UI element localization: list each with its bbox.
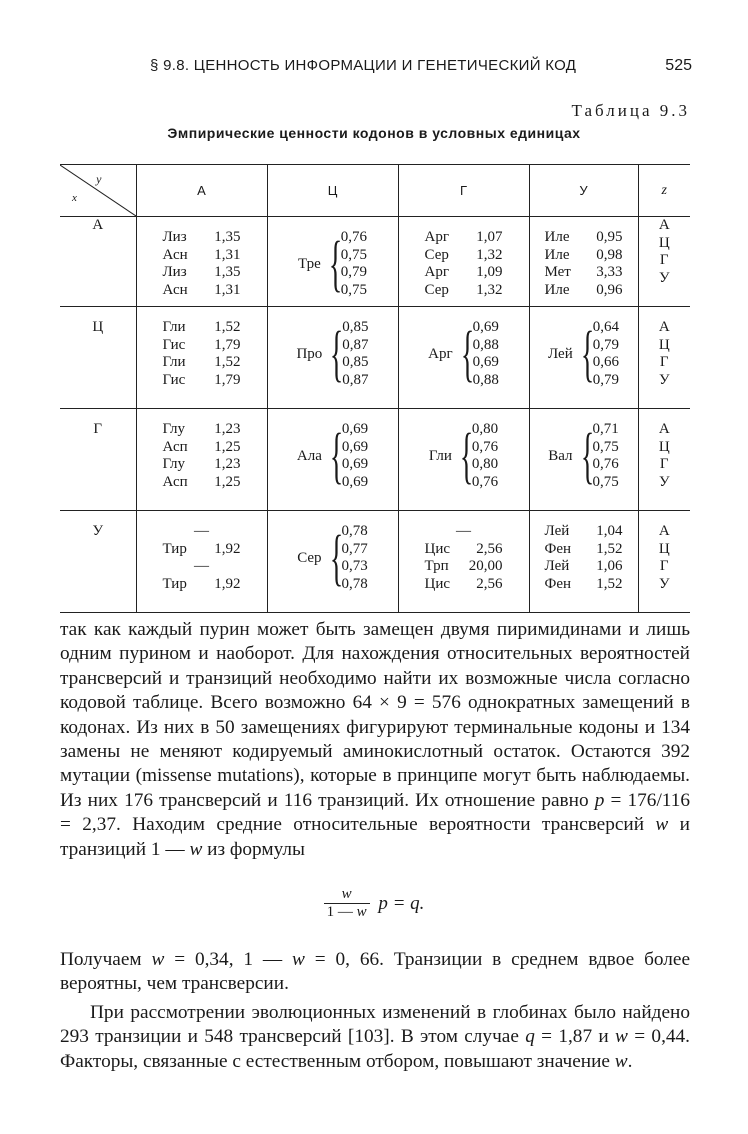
cell-line xyxy=(425,576,503,594)
codon-value: 0,69 xyxy=(341,438,369,455)
codon-value: 0,76 xyxy=(340,229,367,245)
amino-acid: Гис xyxy=(162,336,186,353)
z-value: А xyxy=(658,523,670,539)
brace-icon: { xyxy=(580,320,594,388)
z-column-cell xyxy=(638,307,690,409)
cell-line xyxy=(163,247,241,265)
amino-acid: Цис xyxy=(424,575,451,592)
codon-value: 1,79 xyxy=(214,336,241,353)
table-row xyxy=(60,307,690,409)
math-var: w xyxy=(655,814,669,836)
column-header: Г xyxy=(398,165,529,217)
column-header: А xyxy=(136,165,267,217)
codon-value: 0,80 xyxy=(471,421,499,437)
amino-acid: Гли xyxy=(428,447,452,464)
amino-acid: Тир xyxy=(162,575,187,592)
cell-line xyxy=(163,282,241,300)
codon-value: 1,06 xyxy=(596,558,623,574)
codon-value: 1,92 xyxy=(214,575,241,592)
codon-value: 0,66 xyxy=(592,354,619,370)
cell-line xyxy=(545,282,623,300)
codon-value: 0,88 xyxy=(472,336,499,353)
codon-value: 3,33 xyxy=(596,264,623,280)
cell-line xyxy=(163,558,241,576)
cell-line xyxy=(163,319,241,337)
text-run: = 0,44. Факторы, связанные с естественным отбором, повышают значение xyxy=(60,1026,690,1072)
amino-acid: — xyxy=(194,558,209,574)
z-value: Г xyxy=(659,354,669,370)
text-run: = 176/116 = 2,37. Находим средние относительные вероятности трансверсий xyxy=(60,789,691,836)
table-cell xyxy=(398,511,529,613)
cell-line xyxy=(163,372,241,390)
codon-value: 0,76 xyxy=(592,456,619,472)
codon-value: 0,79 xyxy=(592,371,619,388)
cell-line xyxy=(163,354,241,372)
codon-value: 1,07 xyxy=(476,229,503,245)
table-cell xyxy=(398,217,529,307)
formula-rest: p = q. xyxy=(378,892,425,914)
text-run: При рассмотрении эволюционных изменений в глобинах было найдено 293 транзиции и 548 трансверсий [103]. В этом случае xyxy=(60,1001,690,1048)
codon-value: 1,52 xyxy=(596,540,623,557)
z-value: А xyxy=(658,319,670,335)
codon-value: 1,32 xyxy=(476,281,503,298)
codon-value: 1,04 xyxy=(596,523,623,539)
z-column-cell xyxy=(638,217,690,307)
z-column-cell xyxy=(638,511,690,613)
codon-value: 0,71 xyxy=(592,421,619,437)
z-value: У xyxy=(658,473,670,490)
z-value: Ц xyxy=(658,336,670,353)
codon-value: 0,87 xyxy=(342,336,369,353)
codon-value: 0,78 xyxy=(341,523,368,539)
column-header: Ц xyxy=(267,165,398,217)
brace-icon: { xyxy=(328,230,342,298)
table-cell xyxy=(529,511,638,613)
codon-value: 2,56 xyxy=(476,540,503,557)
cell-line xyxy=(545,576,623,594)
formula-fraction xyxy=(324,886,370,921)
amino-acid: Про xyxy=(296,345,323,362)
column-header: У xyxy=(529,165,638,217)
table-row xyxy=(60,217,690,307)
codon-value: 1,52 xyxy=(596,575,623,592)
brace-icon: { xyxy=(329,422,344,490)
row-header: Г xyxy=(60,409,136,511)
cell-line xyxy=(425,558,503,576)
table-cell xyxy=(267,217,398,307)
z-value: У xyxy=(658,575,670,592)
codon-value-table xyxy=(60,164,690,613)
codon-value: 0,80 xyxy=(471,456,499,472)
cell-line xyxy=(163,456,241,474)
codon-value: 1,25 xyxy=(214,473,241,490)
table-cell xyxy=(267,307,398,409)
row-header: А xyxy=(60,217,136,307)
fraction-denominator xyxy=(324,904,370,921)
amino-acid: Асн xyxy=(162,246,188,263)
cell-line xyxy=(163,229,241,247)
math-var: p xyxy=(594,789,605,811)
math-var: w xyxy=(292,949,305,970)
codon-value: 20,00 xyxy=(468,558,503,574)
amino-acid: Асп xyxy=(162,438,188,455)
z-value: У xyxy=(658,269,670,286)
codon-value: 0,64 xyxy=(592,319,619,335)
corner-cell xyxy=(60,165,136,217)
codon-value: 0,88 xyxy=(472,371,499,388)
math-var: q xyxy=(525,1026,535,1048)
codon-value: 0,69 xyxy=(341,421,369,437)
amino-acid: Лиз xyxy=(162,229,187,245)
amino-acid: Ала xyxy=(296,447,322,464)
codon-value: 0,79 xyxy=(592,336,619,353)
table-header-row xyxy=(60,165,690,217)
table-cell xyxy=(398,307,529,409)
codon-value: 0,75 xyxy=(592,473,619,490)
codon-value: 0,79 xyxy=(340,264,367,280)
table-cell xyxy=(136,307,267,409)
cell-line xyxy=(545,541,623,559)
amino-acid: — xyxy=(456,523,471,539)
table-row xyxy=(60,409,690,511)
amino-acid: Иле xyxy=(544,246,570,263)
amino-acid: Глу xyxy=(162,421,186,437)
table-cell xyxy=(529,307,638,409)
table-cell xyxy=(136,511,267,613)
text-run: = 0,34, 1 — xyxy=(164,949,293,970)
z-value: А xyxy=(658,217,670,233)
amino-acid: Асн xyxy=(162,281,188,298)
table-caption: Эмпирические ценности кодонов в условных единицах xyxy=(167,125,581,141)
formula xyxy=(0,886,748,921)
codon-value: 0,69 xyxy=(341,473,369,490)
z-column-header: z xyxy=(638,165,690,217)
cell-line xyxy=(545,523,623,541)
codon-value: 1,35 xyxy=(214,229,241,245)
amino-acid: Иле xyxy=(544,229,570,245)
codon-table xyxy=(60,164,690,613)
text-run: = 0, 66. Транзиции в среднем вдвое более вероятны, чем трансверсии. xyxy=(60,949,691,995)
amino-acid: Лей xyxy=(547,345,573,362)
math-var: w xyxy=(615,1026,628,1048)
denominator-text: 1 — xyxy=(326,904,357,920)
z-value: Ц xyxy=(658,438,670,455)
cell-line xyxy=(163,264,241,282)
amino-acid: Гли xyxy=(162,354,186,370)
codon-value: 0,69 xyxy=(472,354,499,370)
amino-acid: Арг xyxy=(424,229,449,245)
denominator-var: w xyxy=(356,904,367,920)
codon-value: 0,75 xyxy=(592,438,619,455)
running-head: § 9.8. ЦЕННОСТЬ ИНФОРМАЦИИ И ГЕНЕТИЧЕСКИЙ КОД xyxy=(150,57,577,74)
amino-acid: Тре xyxy=(298,255,321,272)
amino-acid: Сер xyxy=(424,281,449,298)
amino-acid: — xyxy=(194,523,209,539)
cell-line xyxy=(545,229,623,247)
math-var: w xyxy=(151,949,165,970)
codon-value: 0,87 xyxy=(342,371,369,388)
corner-x-label: x xyxy=(72,192,77,204)
brace-icon: { xyxy=(330,320,344,388)
row-header: У xyxy=(60,511,136,613)
text-run: так как каждый пурин может быть замещен двумя пиримидинами и лишь одним пурином и наоборот. Для нахождения относительных вероятностей трансверсий и транзиций необходимо найти их возможные числа согласно кодовой таблице. Всего возможно 64 × 9 = 576 однократных замещений в кодонах. Из них в 50 замещениях фигурируют терминальные кодоны и 134 замены не меняют кодируемый аминокислотный остаток. Остаются 392 мутации (missense mutations), которые в принципе могут быть наблюдаемы. Из них 176 трансверсий и 116 транзиций. Их отношение равно xyxy=(60,619,690,811)
amino-acid: Асп xyxy=(162,473,188,490)
codon-value: 1,31 xyxy=(214,281,241,298)
z-value: Г xyxy=(659,456,669,472)
codon-value: 0,76 xyxy=(471,438,499,455)
corner-y-label: y xyxy=(96,172,102,186)
codon-value: 0,78 xyxy=(341,575,368,592)
codon-value: 1,25 xyxy=(214,438,241,455)
codon-value: 0,69 xyxy=(341,456,369,472)
z-column-cell xyxy=(638,409,690,511)
amino-acid: Иле xyxy=(544,281,570,298)
codon-value: 0,73 xyxy=(341,558,368,574)
codon-value: 0,77 xyxy=(341,540,368,557)
codon-value: 1,32 xyxy=(476,246,503,263)
text-run: Получаем xyxy=(60,949,152,970)
codon-value: 1,92 xyxy=(214,540,241,557)
amino-acid: Лей xyxy=(544,558,570,574)
math-var: w xyxy=(189,838,203,860)
cell-line xyxy=(425,282,503,300)
cell-line xyxy=(425,264,503,282)
table-cell xyxy=(529,409,638,511)
codon-value: 1,52 xyxy=(214,354,241,370)
brace-icon: { xyxy=(460,320,474,388)
codon-value: 1,35 xyxy=(214,264,241,280)
codon-value: 1,52 xyxy=(214,319,241,335)
z-value: У xyxy=(658,371,670,388)
text-run: и транзиций 1 — xyxy=(60,814,691,860)
amino-acid: Сер xyxy=(297,549,322,566)
codon-value: 1,79 xyxy=(214,371,241,388)
cell-line xyxy=(425,247,503,265)
amino-acid: Фен xyxy=(544,540,572,557)
cell-line xyxy=(163,541,241,559)
z-value: Г xyxy=(659,252,669,268)
amino-acid: Лиз xyxy=(162,264,187,280)
amino-acid: Лей xyxy=(544,523,570,539)
brace-icon: { xyxy=(580,422,594,490)
amino-acid: Арг xyxy=(424,264,449,280)
math-var: w xyxy=(614,1050,628,1072)
amino-acid: Глу xyxy=(162,456,186,472)
codon-value: 0,95 xyxy=(596,229,623,245)
z-value: А xyxy=(658,421,670,437)
cell-line xyxy=(163,439,241,457)
codon-value: 2,56 xyxy=(476,575,503,592)
z-value: Ц xyxy=(658,234,670,251)
codon-value: 0,85 xyxy=(342,354,369,370)
amino-acid: Арг xyxy=(428,345,453,362)
text-run: = 1,87 и xyxy=(534,1026,616,1048)
table-cell xyxy=(529,217,638,307)
cell-line xyxy=(163,421,241,439)
body-paragraph-1 xyxy=(60,618,690,862)
fraction-numerator: w xyxy=(324,886,370,904)
z-value: Ц xyxy=(658,540,670,557)
table-cell xyxy=(136,409,267,511)
cell-line xyxy=(163,523,241,541)
codon-value: 0,69 xyxy=(472,319,499,335)
amino-acid: Гли xyxy=(162,319,186,335)
cell-line xyxy=(163,474,241,492)
table-cell xyxy=(267,409,398,511)
brace-icon: { xyxy=(329,524,343,592)
cell-line xyxy=(425,229,503,247)
cell-line xyxy=(545,558,623,576)
text-run: . xyxy=(627,1050,633,1072)
table-cell xyxy=(267,511,398,613)
cell-line xyxy=(163,576,241,594)
amino-acid: Фен xyxy=(544,575,572,592)
body-paragraph-2 xyxy=(60,948,690,1074)
table-cell xyxy=(136,217,267,307)
codon-value: 0,85 xyxy=(342,319,369,335)
row-header: Ц xyxy=(60,307,136,409)
codon-value: 1,09 xyxy=(476,264,503,280)
text-run: из формулы xyxy=(202,838,305,860)
codon-value: 0,96 xyxy=(596,281,623,298)
codon-value: 0,75 xyxy=(340,246,367,263)
brace-icon: { xyxy=(459,422,474,490)
cell-line xyxy=(545,247,623,265)
z-value: Г xyxy=(659,558,669,574)
codon-value: 0,75 xyxy=(340,281,367,298)
amino-acid: Тир xyxy=(162,540,187,557)
page-number: 525 xyxy=(665,57,692,74)
amino-acid: Вал xyxy=(548,447,573,464)
amino-acid: Сер xyxy=(424,246,449,263)
amino-acid: Мет xyxy=(544,264,571,280)
codon-value: 0,98 xyxy=(596,246,623,263)
codon-value: 1,31 xyxy=(214,246,241,263)
codon-value: 1,23 xyxy=(214,421,241,437)
amino-acid: Трп xyxy=(424,558,449,574)
amino-acid: Гис xyxy=(162,371,186,388)
table-row xyxy=(60,511,690,613)
codon-value: 0,76 xyxy=(471,473,499,490)
cell-line xyxy=(425,541,503,559)
codon-value: 1,23 xyxy=(214,456,241,472)
amino-acid: Цис xyxy=(424,540,451,557)
table-cell xyxy=(398,409,529,511)
cell-line xyxy=(163,337,241,355)
table-label: Таблица 9.3 xyxy=(571,101,690,120)
cell-line xyxy=(425,523,503,541)
cell-line xyxy=(545,264,623,282)
